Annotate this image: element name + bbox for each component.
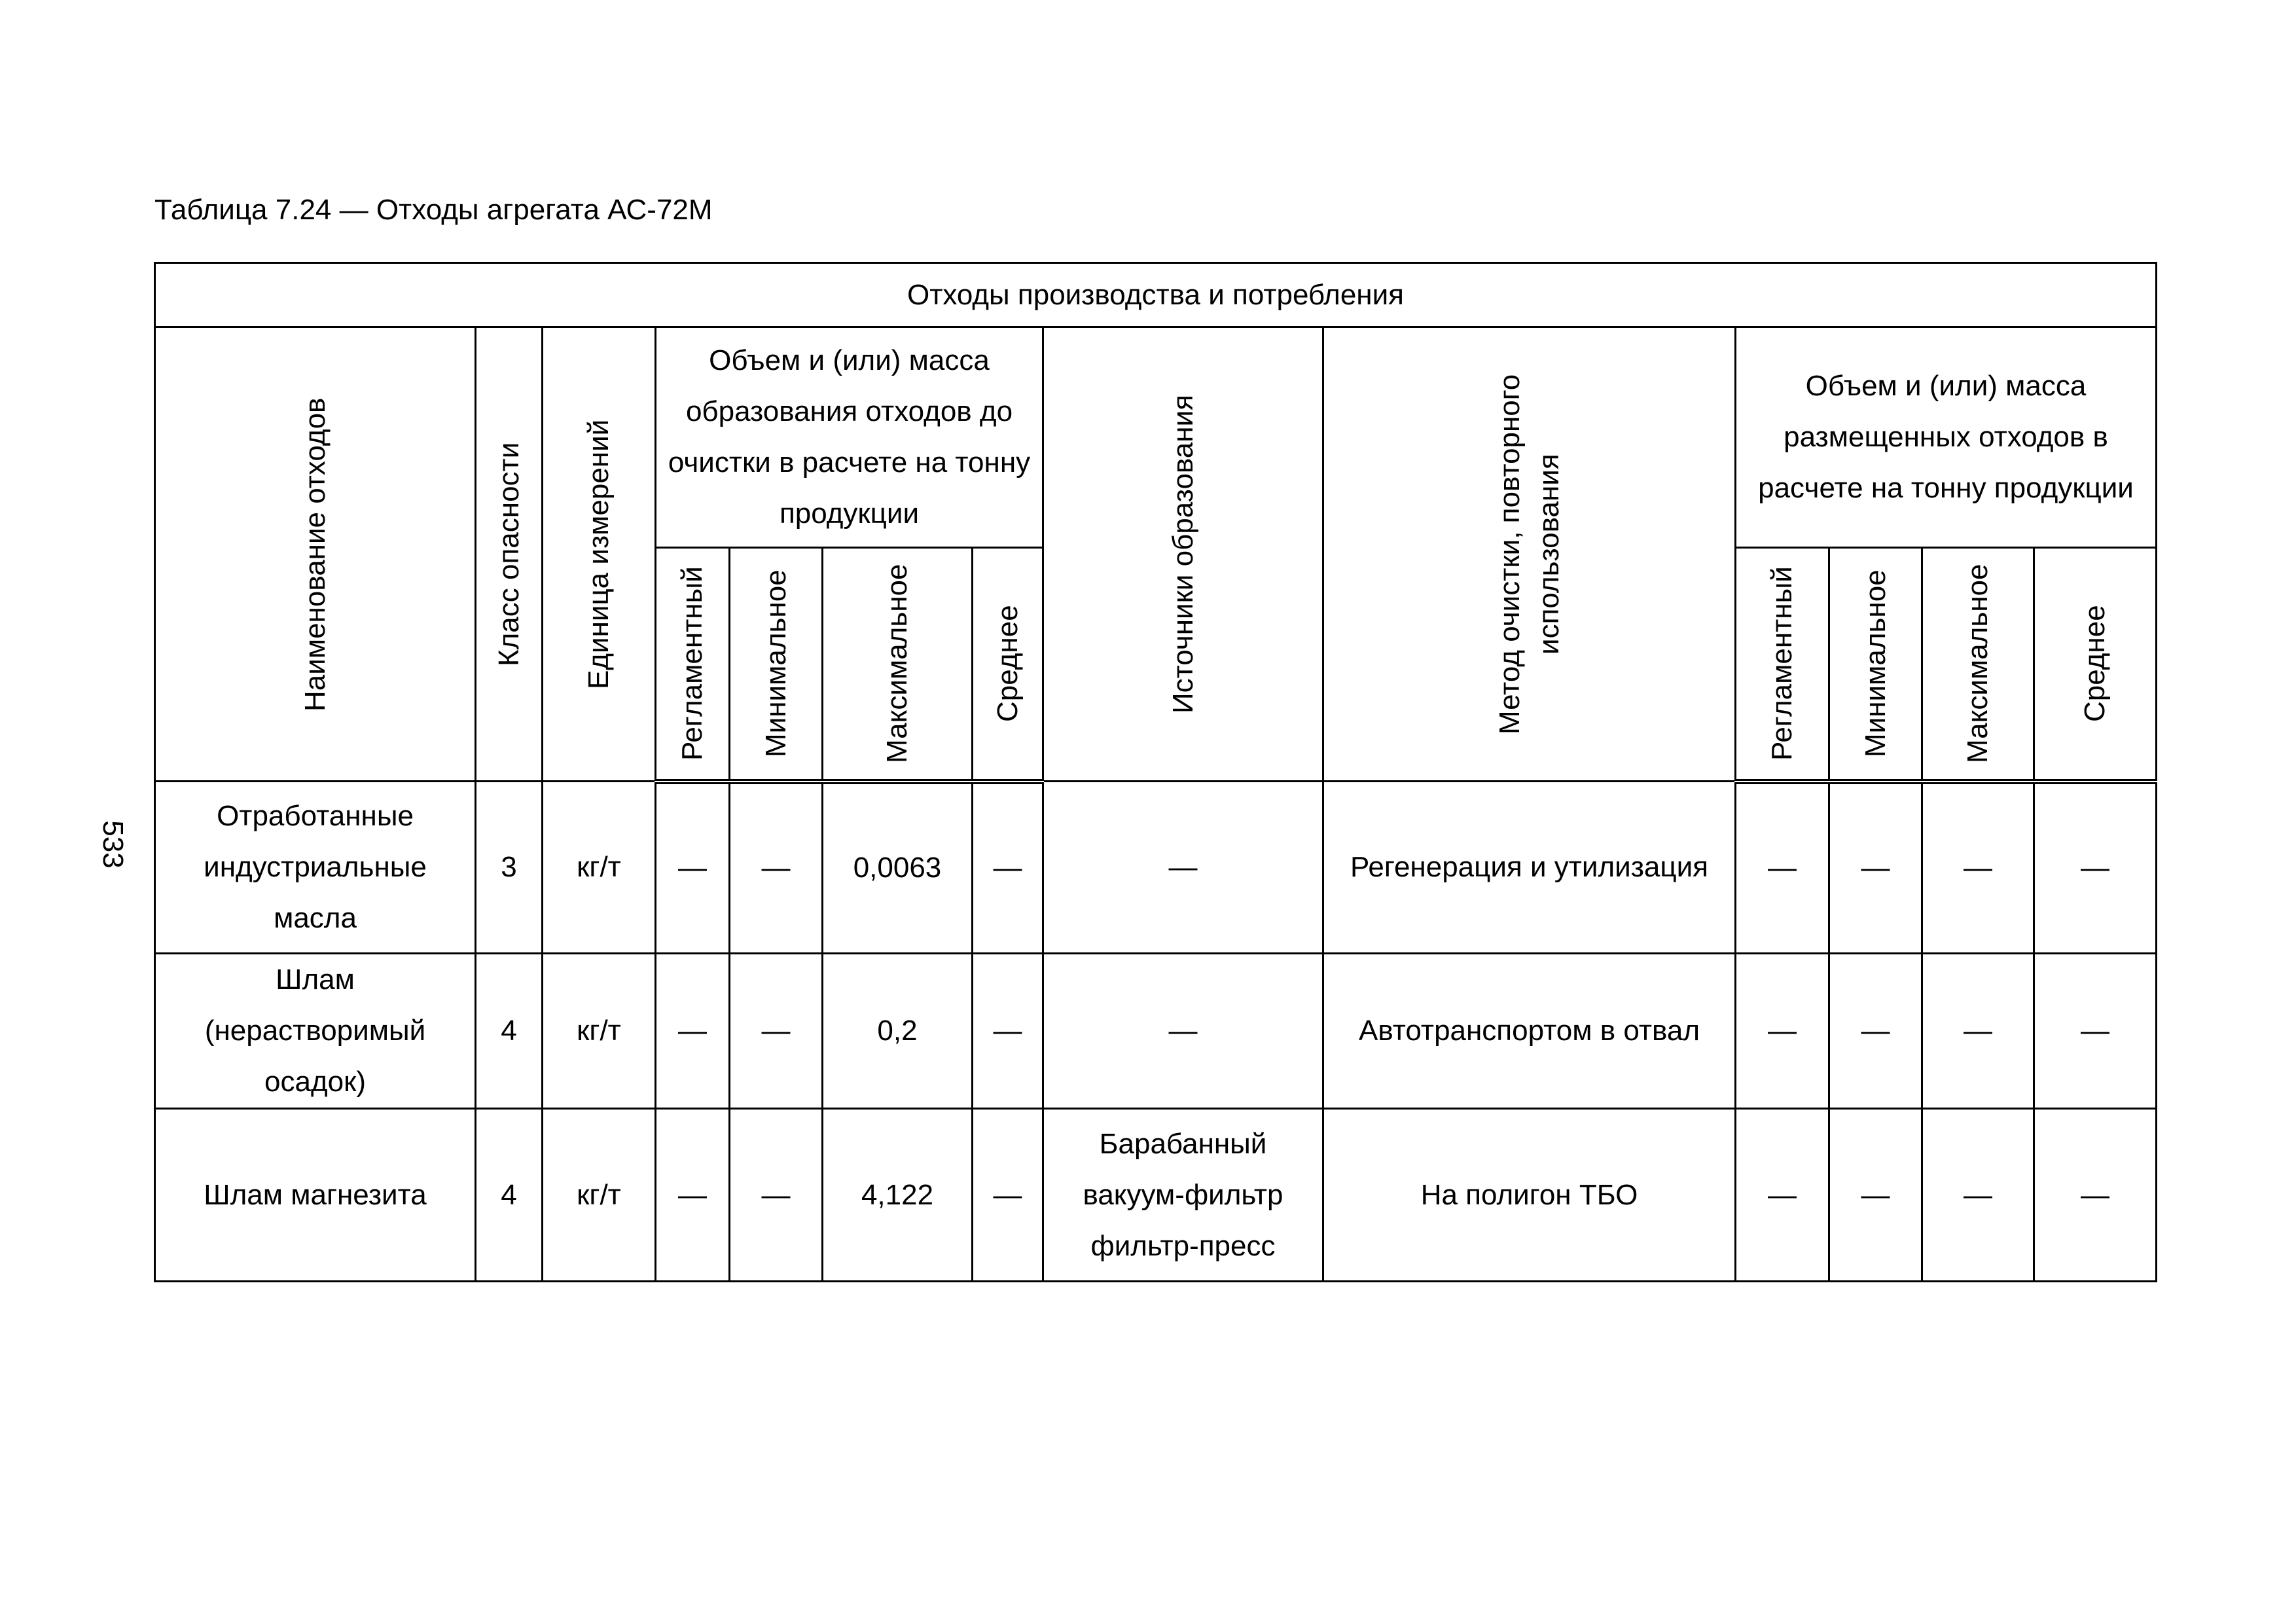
cell-p-average: — [2034, 1109, 2157, 1282]
cell-sources: — [1043, 782, 1323, 954]
cell-f-maximum: 0,2 [823, 954, 973, 1109]
cell-p-regulated: — [1736, 782, 1829, 954]
waste-table [154, 262, 2157, 1282]
header-p-regulated: Регламентный [1736, 548, 1829, 782]
cell-unit: кг/т [543, 782, 656, 954]
header-unit: Единица измерений [543, 327, 656, 782]
header-f-regulated: Регламентный [656, 548, 730, 782]
cell-p-maximum: — [1922, 1109, 2034, 1282]
header-row-group [155, 327, 2157, 548]
cell-f-maximum: 4,122 [823, 1109, 973, 1282]
header-placement-group: Объем и (или) масса размещенных отходов в расчете на тонну продукции [1736, 327, 2157, 548]
cell-p-maximum: — [1922, 782, 2034, 954]
cell-f-regulated: — [656, 1109, 730, 1282]
header-f-minimum: Минимальное [730, 548, 823, 782]
header-p-maximum: Максимальное [1922, 548, 2034, 782]
cell-p-minimum: — [1829, 954, 1922, 1109]
cell-p-regulated: — [1736, 954, 1829, 1109]
cell-p-average: — [2034, 954, 2157, 1109]
header-sources: Источники образования [1043, 327, 1323, 782]
cell-name: Шлам магнезита [155, 1109, 476, 1282]
page-number-text: 533 [97, 820, 129, 869]
cell-name: Шлам (нерастворимый осадок) [155, 954, 476, 1109]
cell-method: Регенерация и утилизация [1323, 782, 1736, 954]
header-formation-group: Объем и (или) масса образования отходов до очистки в расчете на тонну продукции [656, 327, 1043, 548]
cell-hazard-class: 4 [476, 954, 543, 1109]
cell-p-minimum: — [1829, 1109, 1922, 1282]
cell-p-maximum: — [1922, 954, 2034, 1109]
table-row [155, 1109, 2157, 1282]
cell-f-regulated: — [656, 782, 730, 954]
cell-f-minimum: — [730, 1109, 823, 1282]
cell-unit: кг/т [543, 1109, 656, 1282]
header-f-average: Среднее [973, 548, 1043, 782]
cell-name: Отработанные индустриальные масла [155, 782, 476, 954]
cell-f-average: — [973, 1109, 1043, 1282]
cell-f-average: — [973, 954, 1043, 1109]
header-p-minimum: Минимальное [1829, 548, 1922, 782]
cell-method: Автотранспортом в отвал [1323, 954, 1736, 1109]
header-method: Метод очистки, повторного использования [1323, 327, 1736, 782]
cell-f-minimum: — [730, 782, 823, 954]
cell-p-average: — [2034, 782, 2157, 954]
cell-unit: кг/т [543, 954, 656, 1109]
cell-p-regulated: — [1736, 1109, 1829, 1282]
table-row [155, 954, 2157, 1109]
cell-method: На полигон ТБО [1323, 1109, 1736, 1282]
cell-sources: Барабанный вакуум-фильтр фильтр-пресс [1043, 1109, 1323, 1282]
header-hazard-class: Класс опасности [476, 327, 543, 782]
cell-f-regulated: — [656, 954, 730, 1109]
cell-f-minimum: — [730, 954, 823, 1109]
table-caption: Таблица 7.24 — Отходы агрегата АС-72М [154, 194, 713, 226]
header-f-maximum: Максимальное [823, 548, 973, 782]
cell-f-average: — [973, 782, 1043, 954]
table-row [155, 782, 2157, 954]
cell-hazard-class: 3 [476, 782, 543, 954]
cell-f-maximum: 0,0063 [823, 782, 973, 954]
cell-p-minimum: — [1829, 782, 1922, 954]
header-row-top [155, 263, 2157, 327]
cell-sources: — [1043, 954, 1323, 1109]
top-header: Отходы производства и потребления [155, 263, 2157, 327]
header-p-average: Среднее [2034, 548, 2157, 782]
cell-hazard-class: 4 [476, 1109, 543, 1282]
header-name: Наименование отходов [155, 327, 476, 782]
